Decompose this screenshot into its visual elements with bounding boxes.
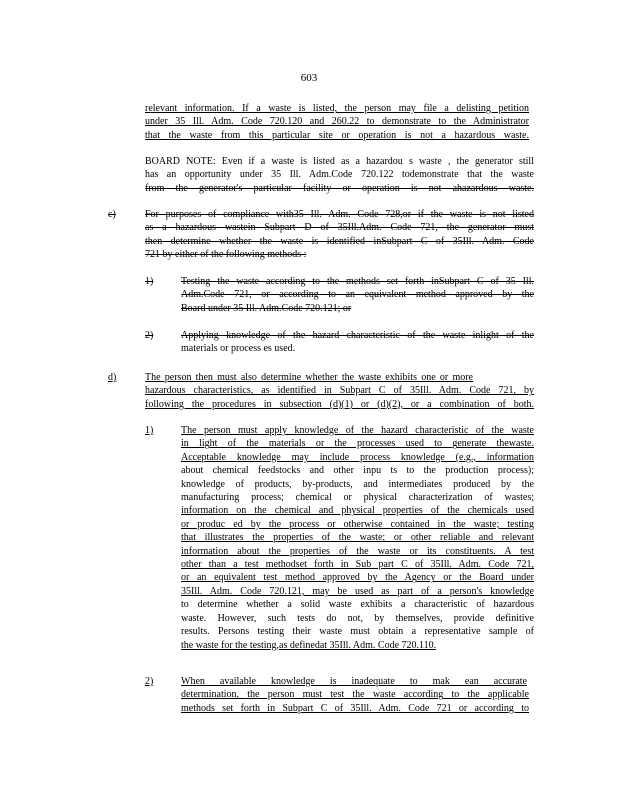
- struck-line: 721 by either of the following methods :: [145, 249, 307, 261]
- struck-line: Applying knowledge of the hazard characteristic of the waste inlight of the: [181, 330, 534, 341]
- text-line: knowledge of products, by-products, and intermediates produced by the: [181, 478, 534, 490]
- subsection-d-text: [145, 371, 534, 411]
- subsection-label-d: d): [108, 372, 117, 383]
- item-label-d2: 2): [145, 676, 154, 687]
- text-line: 35Ill. Adm. Code 720.121, may be used as part of a person's knowledge: [181, 585, 534, 597]
- text-line: information about the properties of the waste or its constituents. A test: [181, 545, 534, 557]
- struck-line: as a hazardous wastein Subpart D of 35Ill.Adm. Code 721, the generator must: [145, 222, 534, 234]
- board-note: [145, 155, 534, 195]
- text-line: or produc ed by the process or otherwise contained in the waste; testing: [181, 518, 534, 530]
- struck-line: Testing the waste according to the methods set forth inSubpart C of 35 Ill.: [181, 276, 534, 287]
- text-line: materials or process es used.: [181, 343, 296, 355]
- text-line: When available knowledge is inadequate to mak ean accurate: [181, 676, 527, 687]
- text-line: The person must apply knowledge of the hazard characteristic of the waste: [181, 425, 534, 436]
- text-line: relevant information. If a waste is listed, the person may file a delisting petition: [145, 103, 529, 114]
- item-label-d1: 1): [145, 425, 154, 436]
- struck-line: For purposes of compliance with35 Ill. Adm. Code 728,or if the waste is not listed: [145, 209, 534, 220]
- intro-paragraph: [145, 102, 529, 142]
- text-line: determination, the person must test the waste according to the applicable: [181, 689, 529, 701]
- subsection-c-text: [145, 208, 534, 262]
- item-d2-text: [181, 675, 529, 715]
- item-d1-text: [181, 424, 534, 652]
- text-line: that the waste from this particular site or operation is not a hazardous waste.: [145, 129, 529, 141]
- text-line: under 35 Ill. Adm. Code 720.120 and 260.22 to demonstrate to the Administrator: [145, 116, 529, 128]
- item-c2-text: [181, 329, 534, 356]
- struck-line: from the generator's particular facility or operation is not ahazardous waste.: [145, 182, 534, 194]
- text-line: the waste for the testing,as definedat 35Ill. Adm. Code 720.110.: [181, 639, 437, 651]
- text-line: to determine whether a solid waste exhibits a characteristic of hazardous: [181, 599, 534, 611]
- subsection-label-c: c): [108, 209, 116, 220]
- text-line: waste. However, such tests do not, by themselves, provide definitive: [181, 612, 534, 624]
- text-line: manufacturing process; chemical or physical characterization of wastes;: [181, 492, 534, 504]
- struck-line: Board under 35 Ill. Adm.Code 720.121; or: [181, 302, 352, 314]
- text-line: following the procedures in subsection (d)(1) or (d)(2), or a combination of both.: [145, 398, 534, 410]
- text-line: results. Persons testing their waste must obtain a representative sample of: [181, 626, 534, 638]
- text-line: about chemical feedstocks and other inpu ts to the production process);: [181, 465, 534, 477]
- page-number: 603: [300, 72, 318, 84]
- text-line: other than a test methodset forth in Sub part C of 35Ill. Adm. Code 721,: [181, 559, 534, 571]
- item-label-c2: 2): [145, 330, 154, 341]
- text-line: methods set forth in Subpart C of 35Ill. Adm. Code 721 or according to: [181, 702, 529, 714]
- item-c1-text: [181, 275, 534, 315]
- struck-line: Adm.Code 721, or according to an equivalent method approved by the: [181, 289, 534, 301]
- text-line: in light of the materials or the processes used to generate thewaste.: [181, 438, 534, 450]
- text-line: that illustrates the properties of the waste; or other reliable and relevant: [181, 532, 534, 544]
- text-line: hazardous characteristics, as identified in Subpart C of 35Ill. Adm. Code 721, by: [145, 385, 534, 397]
- text-line: or an equivalent test method approved by the Agency or the Board under: [181, 572, 534, 584]
- struck-line: then determine whether the waste is identified inSubpart C of 35Ill. Adm. Code: [145, 235, 534, 247]
- text-line: information on the chemical and physical properties of the chemicals used: [181, 505, 534, 517]
- item-label-c1: 1): [145, 276, 154, 287]
- text-line: The person then must also determine whether the waste exhibits one or more: [145, 372, 473, 383]
- text-line: has an opportunity under 35 Ill. Adm.Code 720.122 todemonstrate that the waste: [145, 169, 534, 181]
- text-line: BOARD NOTE: Even if a waste is listed as a hazardou s waste , the generator still: [145, 156, 534, 167]
- text-line: Acceptable knowledge may include process knowledge (e.g., information: [181, 451, 534, 463]
